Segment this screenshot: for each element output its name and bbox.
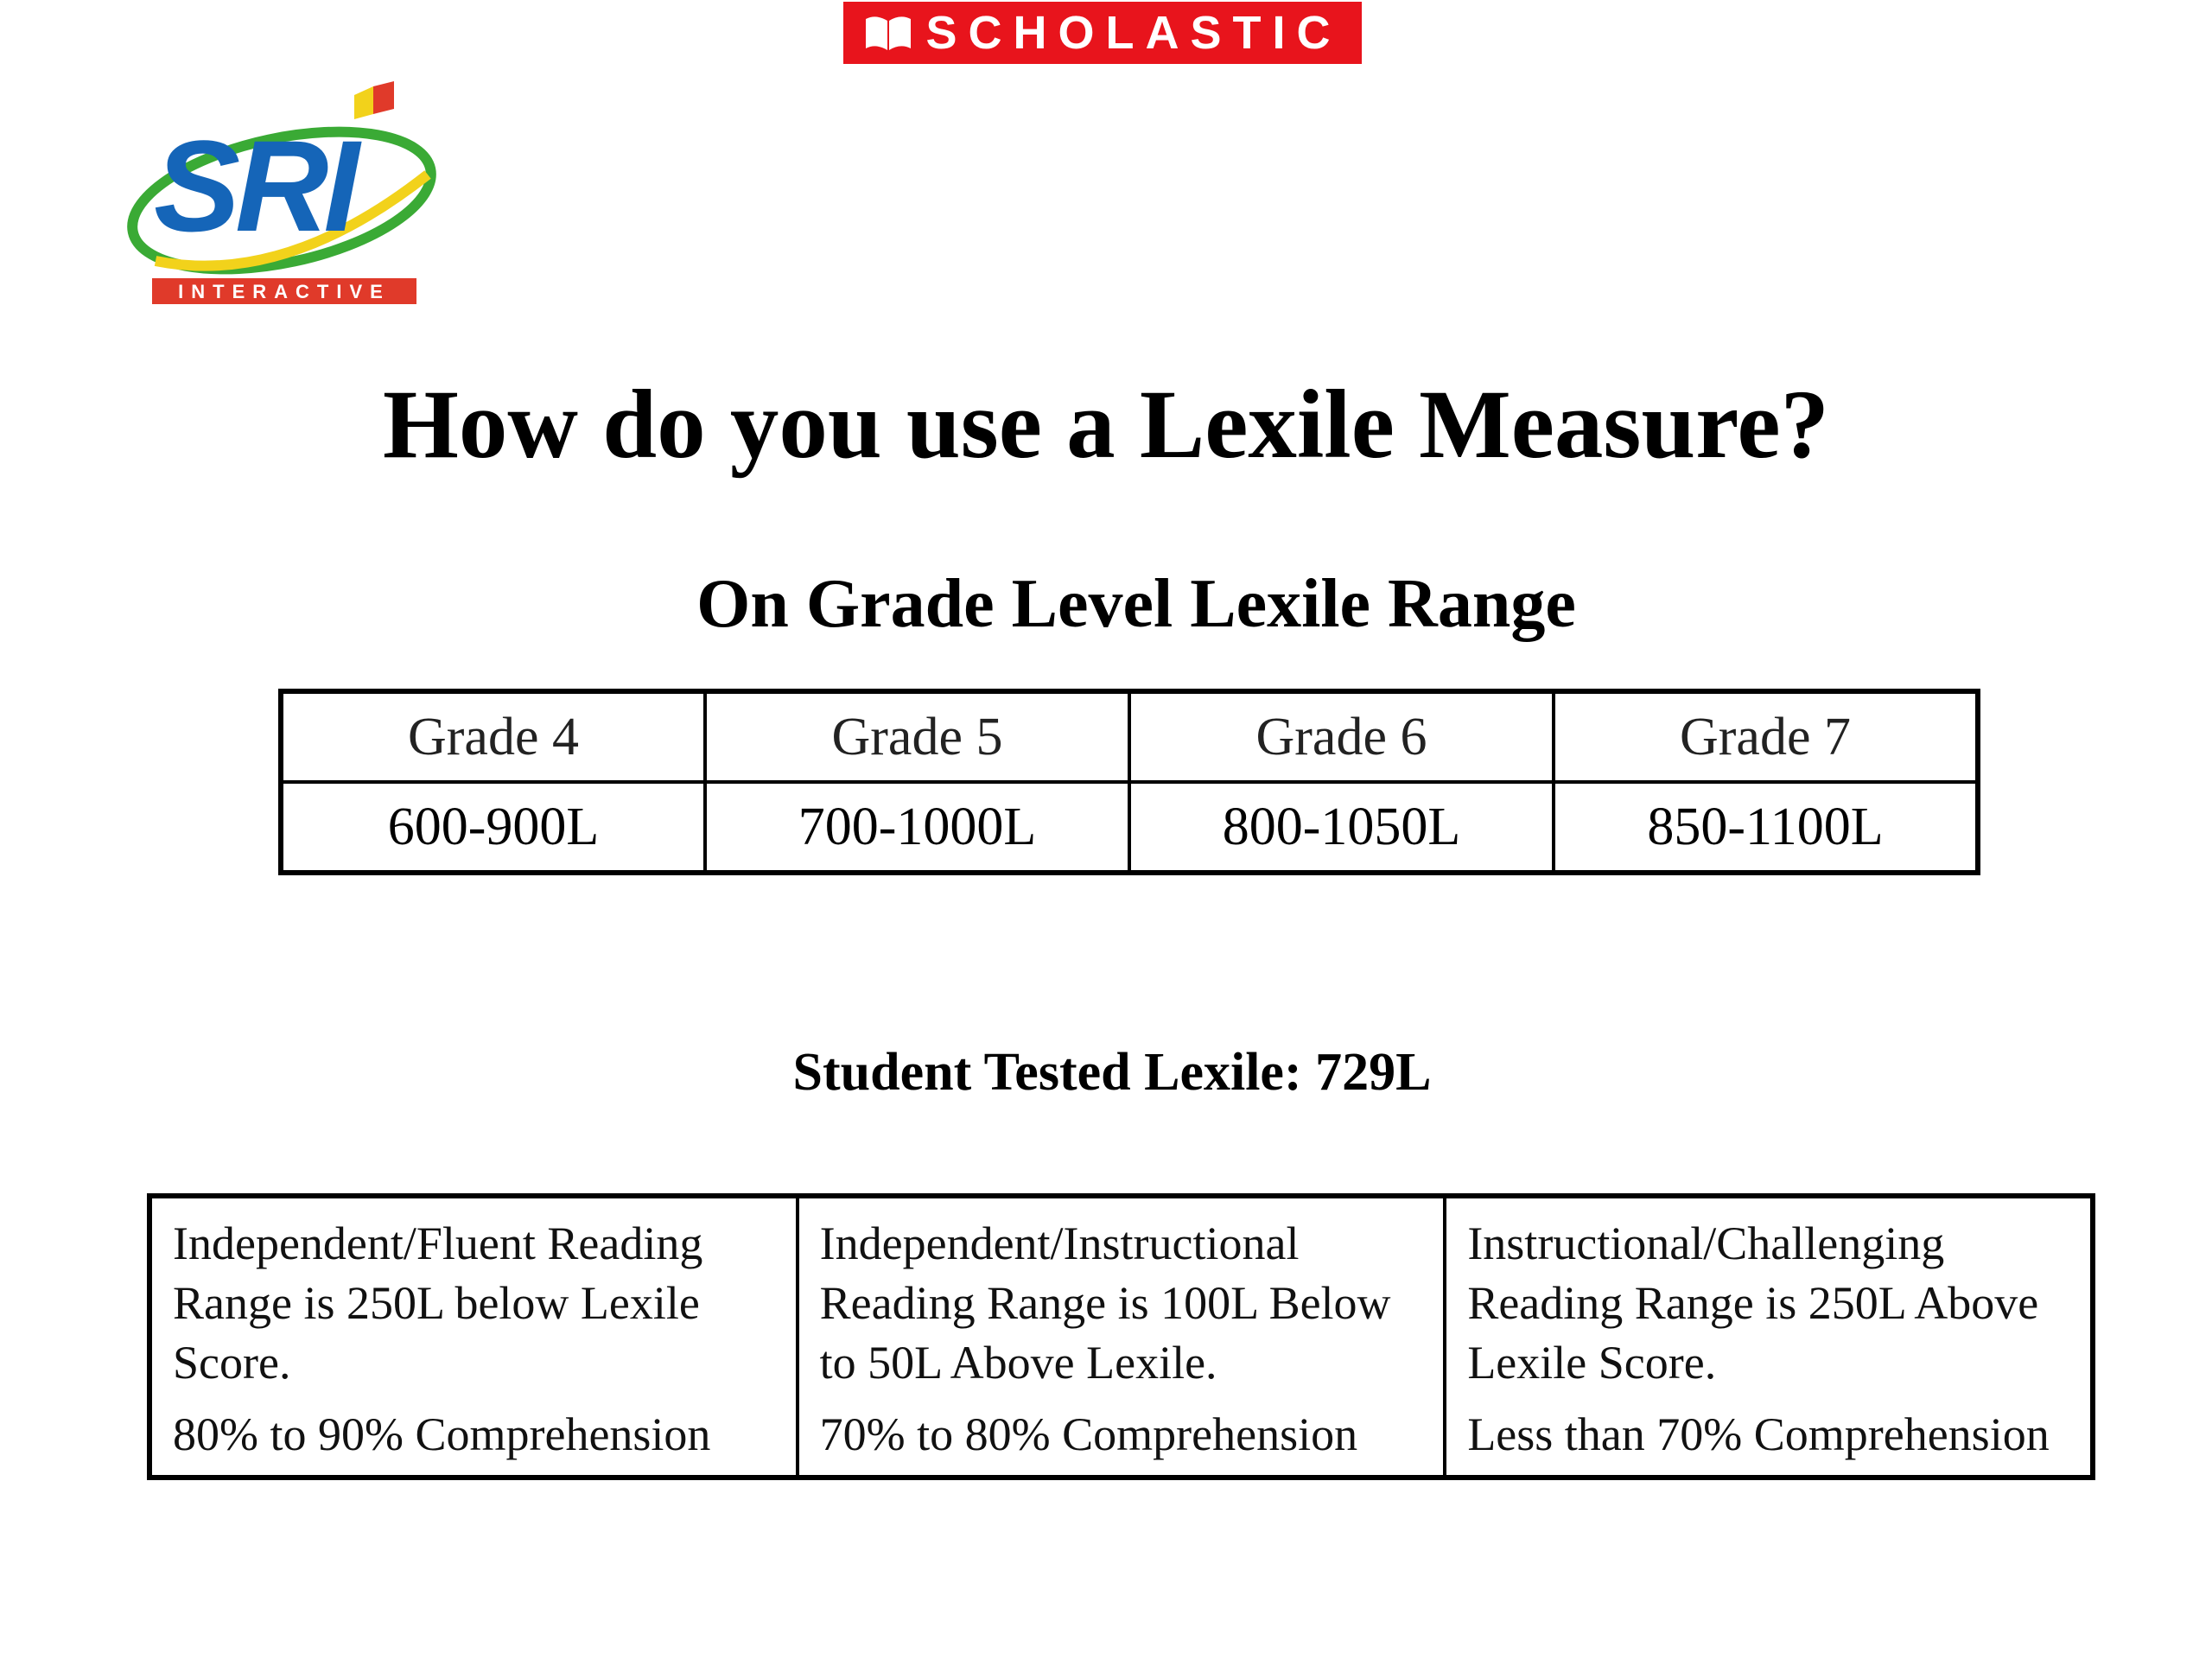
open-book-icon: [864, 14, 912, 52]
interactive-tagline: INTERACTIVE: [178, 281, 391, 302]
lexile-range-row: [281, 782, 1978, 873]
grade-cell: Grade 4: [281, 691, 705, 782]
reading-range-cell: [149, 1196, 798, 1478]
grade-lexile-table: [278, 689, 1980, 875]
range-description: Independent/Fluent Reading Range is 250L below Lexile Score.: [173, 1217, 703, 1389]
lexile-range-cell: 700-1000L: [705, 782, 1129, 873]
scholastic-logo: [843, 2, 1362, 64]
range-description: Independent/Instructional Reading Range is 100L Below to 50L Above Lexile.: [819, 1217, 1391, 1389]
scholastic-wordmark: SCHOLASTIC: [925, 7, 1342, 59]
grade-range-heading: On Grade Level Lexile Range: [696, 566, 1576, 642]
sri-interactive-logo: [121, 79, 449, 313]
grade-cell: Grade 5: [705, 691, 1129, 782]
reading-range-table: [147, 1193, 2095, 1480]
page-title: How do you use a Lexile Measure?: [382, 371, 1830, 479]
range-comprehension: Less than 70% Comprehension: [1467, 1408, 2050, 1460]
student-tested-lexile: Student Tested Lexile: 729L: [792, 1043, 1432, 1102]
grade-header-row: [281, 691, 1978, 782]
range-description: Instructional/Challenging Reading Range is 250L Above Lexile Score.: [1467, 1217, 2039, 1389]
grade-cell: Grade 6: [1129, 691, 1554, 782]
range-comprehension: 80% to 90% Comprehension: [173, 1408, 711, 1460]
svg-text:SRI: SRI: [154, 113, 355, 258]
reading-range-row: [149, 1196, 2093, 1478]
reading-range-cell: [1445, 1196, 2093, 1478]
lexile-range-cell: 850-1100L: [1554, 782, 1978, 873]
lexile-range-cell: 800-1050L: [1129, 782, 1554, 873]
grade-cell: Grade 7: [1554, 691, 1978, 782]
lexile-range-cell: 600-900L: [281, 782, 705, 873]
range-comprehension: 70% to 80% Comprehension: [819, 1408, 1358, 1460]
reading-range-cell: [798, 1196, 1446, 1478]
